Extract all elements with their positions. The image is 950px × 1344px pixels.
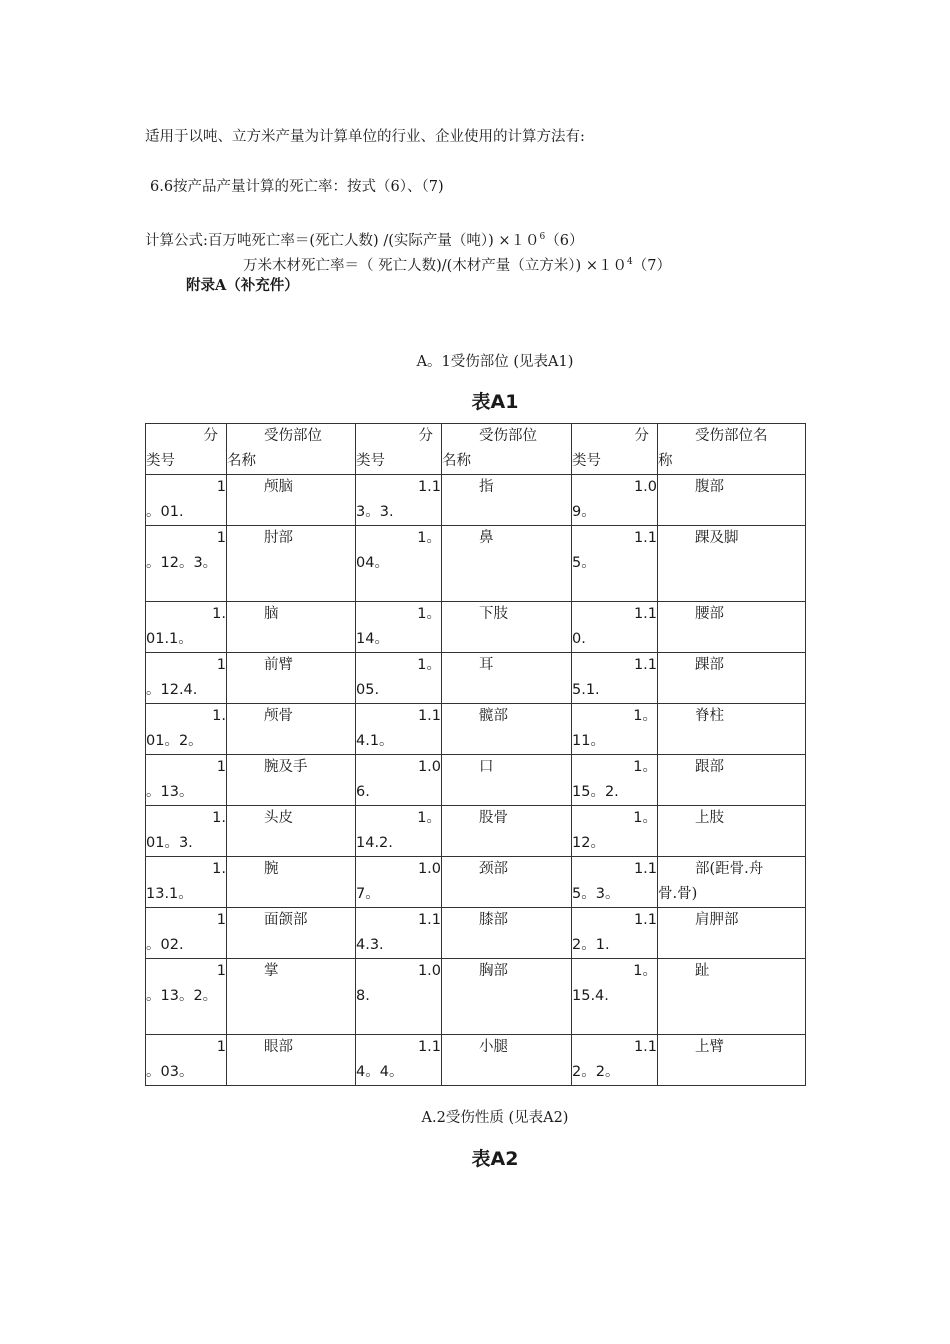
table-row bbox=[146, 806, 806, 857]
body-part-cell: 头皮 bbox=[227, 806, 356, 857]
code-cell: 1. 13.1。 bbox=[146, 857, 227, 908]
a2-caption: A.2受伤性质 (见表A2) bbox=[421, 1110, 569, 1126]
code-cell: 1.1 4.3. bbox=[356, 908, 442, 959]
code-cell: 1.1 2。1. bbox=[572, 908, 658, 959]
body-part-cell: 口 bbox=[442, 755, 572, 806]
code-cell: 1 。12.4. bbox=[146, 653, 227, 704]
body-part-cell: 小腿 bbox=[442, 1035, 572, 1086]
a1-caption: A。1受伤部位 (见表A1) bbox=[416, 354, 574, 370]
body-part-cell: 上肢 bbox=[658, 806, 806, 857]
body-part-cell: 眼部 bbox=[227, 1035, 356, 1086]
table-row bbox=[146, 475, 806, 526]
body-part-cell: 面颌部 bbox=[227, 908, 356, 959]
body-part-cell: 脑 bbox=[227, 602, 356, 653]
table-row bbox=[146, 908, 806, 959]
table-row bbox=[146, 602, 806, 653]
table-row bbox=[146, 755, 806, 806]
header-code-cell: 分 类号 bbox=[356, 424, 442, 475]
body-part-cell: 肘部 bbox=[227, 526, 356, 602]
body-part-cell: 腕及手 bbox=[227, 755, 356, 806]
code-cell: 1.0 6. bbox=[356, 755, 442, 806]
body-part-cell: 髋部 bbox=[442, 704, 572, 755]
formula-1-text: 百万吨死亡率＝(死亡人数) /(实际产量（吨）) ×１０ bbox=[207, 233, 540, 249]
table-row bbox=[146, 857, 806, 908]
code-cell: 1.0 9。 bbox=[572, 475, 658, 526]
table-row bbox=[146, 653, 806, 704]
code-cell: 1.1 5。 bbox=[572, 526, 658, 602]
table-row bbox=[146, 526, 806, 602]
body-part-cell: 胸部 bbox=[442, 959, 572, 1035]
code-cell: 1.0 7。 bbox=[356, 857, 442, 908]
body-part-cell: 颅脑 bbox=[227, 475, 356, 526]
body-part-cell: 股骨 bbox=[442, 806, 572, 857]
body-part-cell: 脊柱 bbox=[658, 704, 806, 755]
code-cell: 1。 12。 bbox=[572, 806, 658, 857]
code-cell: 1。 04。 bbox=[356, 526, 442, 602]
code-cell: 1 。03。 bbox=[146, 1035, 227, 1086]
header-code-cell: 分 类号 bbox=[572, 424, 658, 475]
code-cell: 1 。13。2。 bbox=[146, 959, 227, 1035]
code-cell: 1。 05. bbox=[356, 653, 442, 704]
code-cell: 1. 01。3. bbox=[146, 806, 227, 857]
body-part-cell: 下肢 bbox=[442, 602, 572, 653]
header-name-cell: 受伤部位名 称 bbox=[658, 424, 806, 475]
table-a1-title: 表A1 bbox=[471, 391, 519, 413]
code-cell: 1。 14.2. bbox=[356, 806, 442, 857]
body-part-cell: 踝部 bbox=[658, 653, 806, 704]
code-cell: 1.1 5。3。 bbox=[572, 857, 658, 908]
code-cell: 1。 15.4. bbox=[572, 959, 658, 1035]
formula-2-text: 万米木材死亡率＝（ 死亡人数)/(木材产量（立方米）) ×１０ bbox=[243, 258, 627, 274]
table-row bbox=[146, 959, 806, 1035]
body-part-cell: 趾 bbox=[658, 959, 806, 1035]
table-row bbox=[146, 704, 806, 755]
code-cell: 1.1 5.1. bbox=[572, 653, 658, 704]
table-a2-title: 表A2 bbox=[471, 1148, 519, 1170]
table-row bbox=[146, 1035, 806, 1086]
body-part-cell: 上臂 bbox=[658, 1035, 806, 1086]
body-part-cell: 部(距骨.舟 骨.骨) bbox=[658, 857, 806, 908]
body-part-cell: 膝部 bbox=[442, 908, 572, 959]
body-part-cell: 指 bbox=[442, 475, 572, 526]
formula-1 bbox=[145, 227, 584, 251]
body-part-cell: 肩胛部 bbox=[658, 908, 806, 959]
code-cell: 1 。13。 bbox=[146, 755, 227, 806]
code-cell: 1 。01. bbox=[146, 475, 227, 526]
body-part-cell: 腹部 bbox=[658, 475, 806, 526]
code-cell: 1.1 4。4。 bbox=[356, 1035, 442, 1086]
formula-1-exponent: 6 bbox=[539, 232, 546, 242]
body-part-cell: 前臂 bbox=[227, 653, 356, 704]
code-cell: 1 。02. bbox=[146, 908, 227, 959]
code-cell: 1. 01.1。 bbox=[146, 602, 227, 653]
section-6-6-heading: 6.6按产品产量计算的死亡率：按式（6）、（7) bbox=[150, 179, 444, 195]
body-part-cell: 掌 bbox=[227, 959, 356, 1035]
code-cell: 1。 15。2. bbox=[572, 755, 658, 806]
code-cell: 1.1 4.1。 bbox=[356, 704, 442, 755]
code-cell: 1.1 3。3. bbox=[356, 475, 442, 526]
formula-2 bbox=[243, 252, 671, 276]
formula-label: 计算公式: bbox=[145, 233, 208, 249]
table-a1-header-row bbox=[146, 424, 806, 475]
code-cell: 1. 01。2。 bbox=[146, 704, 227, 755]
appendix-heading: 附录A（补充件） bbox=[186, 277, 299, 294]
header-name-cell: 受伤部位 名称 bbox=[227, 424, 356, 475]
formula-2-number: （7） bbox=[632, 258, 671, 274]
body-part-cell: 颈部 bbox=[442, 857, 572, 908]
body-part-cell: 耳 bbox=[442, 653, 572, 704]
table-a1 bbox=[145, 423, 806, 1086]
formula-2-exponent: 4 bbox=[626, 257, 633, 267]
code-cell: 1 。12。3。 bbox=[146, 526, 227, 602]
header-code-cell: 分 类号 bbox=[146, 424, 227, 475]
body-part-cell: 鼻 bbox=[442, 526, 572, 602]
body-part-cell: 腰部 bbox=[658, 602, 806, 653]
body-part-cell: 腕 bbox=[227, 857, 356, 908]
body-part-cell: 颅骨 bbox=[227, 704, 356, 755]
body-part-cell: 踝及脚 bbox=[658, 526, 806, 602]
code-cell: 1.0 8. bbox=[356, 959, 442, 1035]
code-cell: 1.1 2。2。 bbox=[572, 1035, 658, 1086]
code-cell: 1。 11。 bbox=[572, 704, 658, 755]
body-part-cell: 跟部 bbox=[658, 755, 806, 806]
intro-text: 适用于以吨、立方米产量为计算单位的行业、企业使用的计算方法有: bbox=[145, 129, 585, 145]
code-cell: 1.1 0. bbox=[572, 602, 658, 653]
header-name-cell: 受伤部位 名称 bbox=[442, 424, 572, 475]
code-cell: 1。 14。 bbox=[356, 602, 442, 653]
formula-1-number: （6） bbox=[545, 233, 584, 249]
